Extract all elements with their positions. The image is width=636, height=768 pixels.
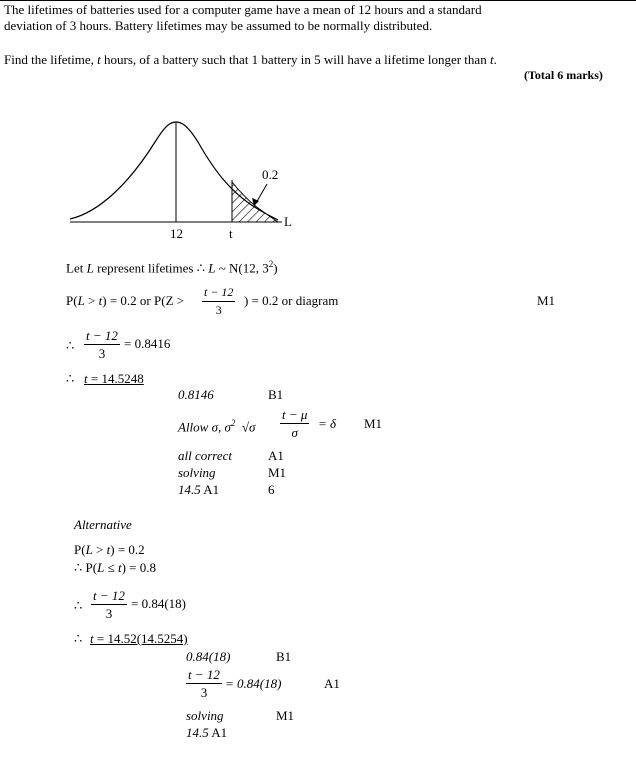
alternative-heading: Alternative	[74, 517, 132, 532]
allow-rhs: = δ	[318, 416, 337, 431]
alt-eq-fraction: $\frac{t - 12}{3}$	[93, 588, 125, 621]
area-label: 0.2	[262, 167, 279, 182]
mark-m1-c: M1	[268, 465, 287, 480]
prob-statement-a: P(L > t) = 0.2 or P(Z >	[66, 293, 185, 308]
solving-note: solving	[178, 465, 216, 480]
prob-statement-b: ) = 0.2 or diagram	[244, 293, 339, 308]
question-line-1: The lifetimes of batteries used for a computer game have a mean of 12 hours and a standard	[4, 2, 482, 17]
alt-eq-rhs: = 0.84(18)	[131, 596, 186, 611]
mark-m1-a: M1	[537, 293, 556, 308]
mark-a1-a: A1	[268, 448, 284, 463]
result-t: t = 14.5248	[84, 371, 144, 386]
mean-tick-label: 12	[170, 226, 183, 241]
prob-fraction: $\frac{t - 12}{3}$	[204, 285, 234, 317]
total-six: 6	[268, 482, 275, 497]
alt-mark-a1: A1	[324, 676, 340, 691]
alt-note-rhs: = 0.84(18)	[225, 676, 282, 691]
question-line-2: deviation of 3 hours. Battery lifetimes may be assumed to be normally distributed.	[4, 18, 433, 33]
normal-distribution-diagram	[60, 112, 310, 242]
alt-therefore-2: ∴	[74, 631, 83, 646]
t-tick-label: t	[229, 226, 233, 241]
alt-solving-note: solving	[186, 708, 224, 723]
allow-fraction: $\frac{t - \mu}{\sigma}$	[282, 407, 308, 440]
axis-label-L: L	[284, 214, 292, 229]
total-marks: (Total 6 marks)	[524, 68, 603, 82]
alt-line-2: ∴ P(L ≤ t) = 0.8	[74, 560, 157, 575]
mark-b1-a: B1	[268, 387, 284, 402]
question-line-3: Find the lifetime, t hours, of a battery such that 1 battery in 5 will have a lifetime longer than t.	[4, 52, 497, 67]
mark-m1-b: M1	[364, 416, 383, 431]
eq1-rhs: = 0.8416	[124, 336, 171, 351]
all-correct-note: all correct	[178, 448, 233, 463]
therefore-1: ∴	[66, 338, 75, 353]
alt-result-t: t = 14.52(14.5254)	[90, 631, 188, 646]
final-answer-note: 14.5 A1	[178, 482, 220, 497]
alt-note-084: 0.84(18)	[186, 649, 231, 664]
alt-note-fraction: $\frac{t - 12}{3}$	[188, 667, 220, 700]
note-08146: 0.8146	[178, 387, 214, 402]
top-rule	[0, 0, 636, 1]
eq1-fraction: $\frac{t - 12}{3}$	[86, 328, 118, 361]
alt-mark-m1: M1	[276, 708, 295, 723]
arrow-shaft	[256, 184, 267, 203]
alt-final-answer: 14.5 A1	[186, 725, 228, 740]
alt-therefore-1: ∴	[74, 598, 83, 613]
alt-mark-b1: B1	[276, 649, 292, 664]
let-statement: Let L represent lifetimes ∴ L ~ N(12, $3^2$)	[66, 259, 278, 276]
therefore-2: ∴	[66, 371, 75, 386]
alt-line-1: P(L > t) = 0.2	[74, 542, 145, 557]
allow-note: Allow σ, $\sigma^2$ √σ	[178, 418, 256, 435]
